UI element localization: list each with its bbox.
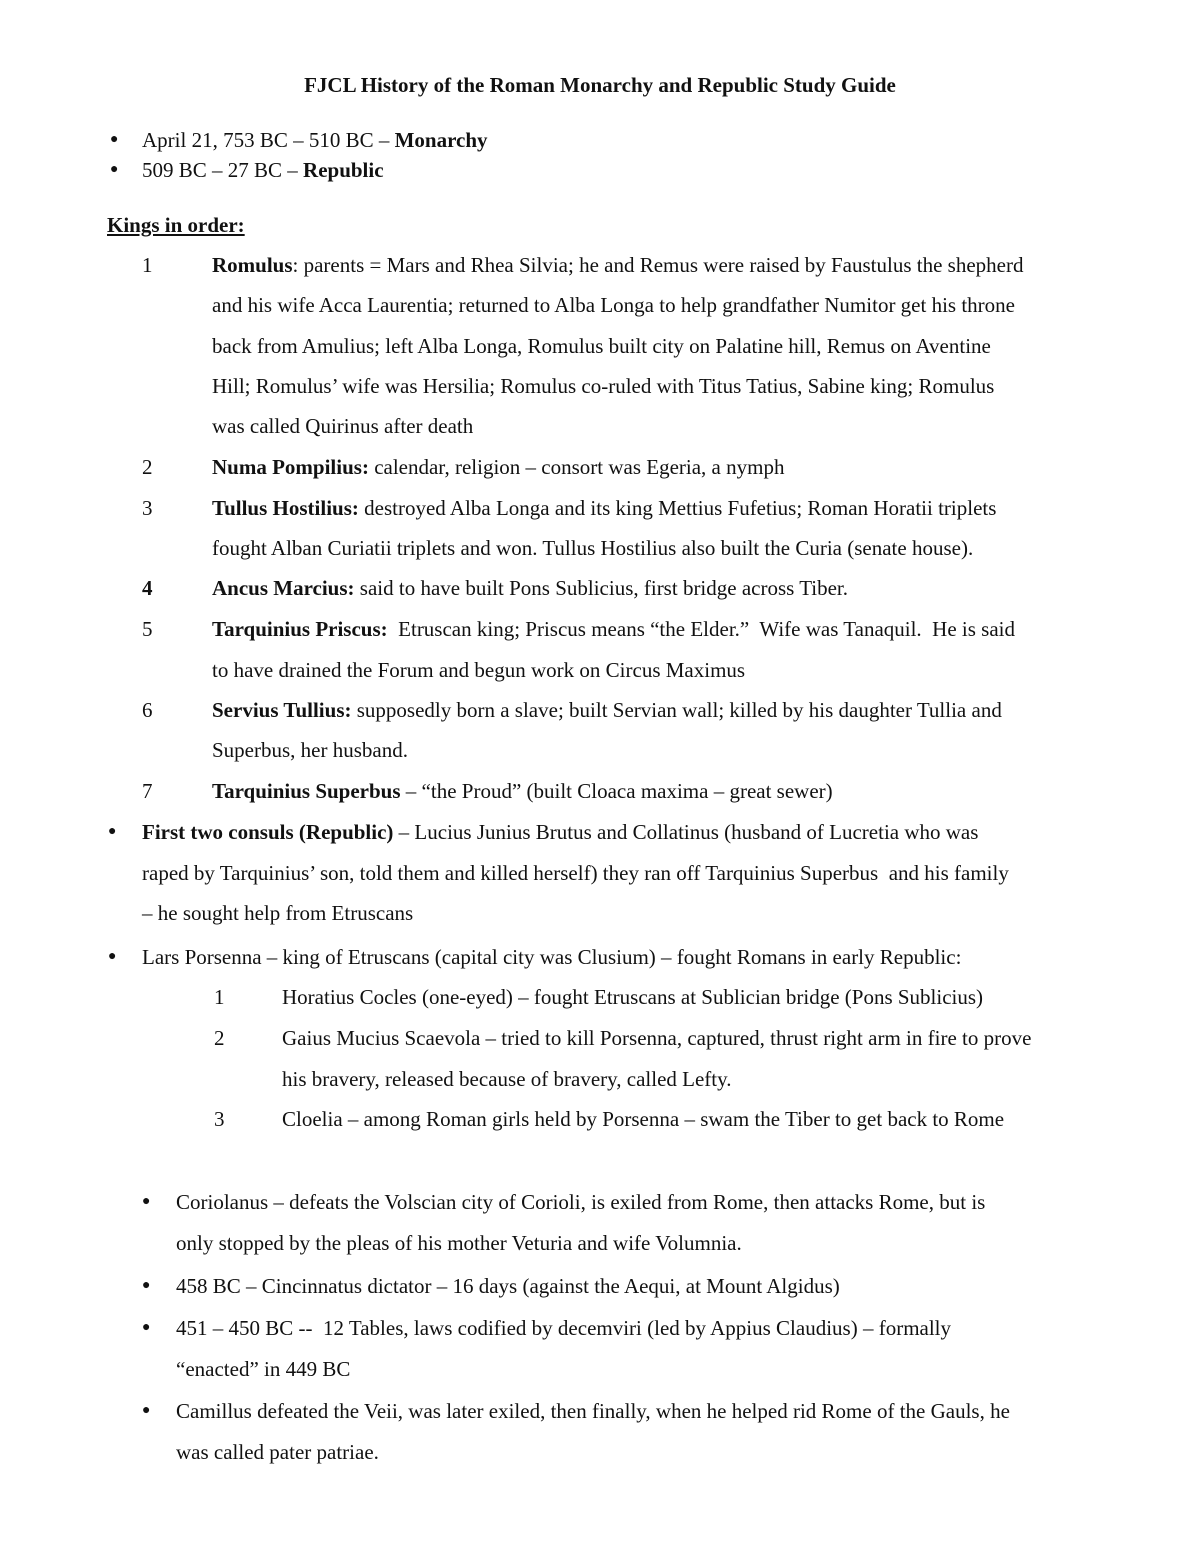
king-entry-line	[212, 494, 996, 522]
king-name: Tarquinius Superbus	[212, 779, 401, 803]
king-text: said to have built Pons Sublicius, first bridge across Tiber.	[354, 576, 849, 600]
later-item-line: was called pater patriae.	[176, 1440, 379, 1464]
king-entry-line	[212, 453, 784, 481]
later-item-line: 458 BC – Cincinnatus dictator – 16 days (against the Aequi, at Mount Algidus)	[176, 1274, 840, 1298]
king-entry-line	[212, 251, 1023, 279]
king-text: Etruscan king; Priscus means “the Elder.” Wife was Tanaquil. He is said	[387, 617, 1016, 641]
period-name: Monarchy	[394, 128, 488, 152]
king-number: 6	[142, 698, 153, 722]
king-text: destroyed Alba Longa and its king Mettius Fufetius; Roman Horatii triplets	[358, 496, 997, 520]
king-entry-line: back from Amulius; left Alba Longa, Romulus built city on Palatine hill, Remus on Aventine	[212, 334, 991, 358]
king-number: 1	[142, 253, 153, 277]
king-name: Romulus	[212, 253, 293, 277]
later-item-line: Camillus defeated the Veii, was later exiled, then finally, when he helped rid Rome of the Gauls, he	[176, 1399, 1010, 1423]
later-item-line: Coriolanus – defeats the Volscian city of Corioli, is exiled from Rome, then attacks Rome, but is	[176, 1190, 986, 1214]
bullet-icon: ●	[142, 1278, 151, 1293]
porsenna-item-line: Cloelia – among Roman girls held by Porsenna – swam the Tiber to get back to Rome	[282, 1107, 1005, 1131]
king-entry-line	[212, 777, 833, 805]
bullet-icon: ●	[108, 949, 117, 964]
king-text: supposedly born a slave; built Servian wall; killed by his daughter Tullia and	[351, 698, 1002, 722]
later-item-line: “enacted” in 449 BC	[176, 1357, 351, 1381]
kings-heading: Kings in order:	[107, 213, 245, 237]
period-monarchy	[142, 126, 488, 154]
king-number: 5	[142, 617, 153, 641]
period-name: Republic	[303, 158, 384, 182]
king-entry-line	[212, 615, 1015, 643]
bullet-icon: ●	[142, 1403, 151, 1418]
bullet-icon: ●	[142, 1194, 151, 1209]
king-name: Numa Pompilius:	[212, 455, 369, 479]
king-entry-line	[212, 574, 848, 602]
king-name: Tarquinius Priscus:	[212, 617, 388, 641]
porsenna-item-number: 3	[214, 1107, 225, 1131]
king-entry-line: Hill; Romulus’ wife was Hersilia; Romulus co-ruled with Titus Tatius, Sabine king; Romulus	[212, 374, 995, 398]
king-text: – “the Proud” (built Cloaca maxima – great sewer)	[400, 779, 833, 803]
bullet-icon: ●	[110, 132, 119, 147]
bullet-icon: ●	[142, 1320, 151, 1335]
king-name: Ancus Marcius:	[212, 576, 355, 600]
period-republic	[142, 156, 384, 184]
porsenna-item-number: 1	[214, 985, 225, 1009]
consuls-line	[142, 818, 978, 846]
bullet-icon: ●	[110, 162, 119, 177]
king-entry-line	[212, 696, 1002, 724]
king-number: 7	[142, 779, 153, 803]
king-entry-line: Superbus, her husband.	[212, 738, 408, 762]
king-text: : parents = Mars and Rhea Silvia; he and Remus were raised by Faustulus the shepherd	[292, 253, 1024, 277]
porsenna-item-number: 2	[214, 1026, 225, 1050]
king-text: calendar, religion – consort was Egeria, a nymph	[368, 455, 785, 479]
king-entry-line: was called Quirinus after death	[212, 414, 474, 438]
king-entry-line: fought Alban Curiatii triplets and won. Tullus Hostilius also built the Curia (senate house).	[212, 536, 974, 560]
porsenna-item-line: Horatius Cocles (one-eyed) – fought Etruscans at Sublician bridge (Pons Sublicius)	[282, 985, 984, 1009]
king-number: 2	[142, 455, 153, 479]
later-item-line: 451 – 450 BC -- 12 Tables, laws codified by decemviri (led by Appius Claudius) – formally	[176, 1316, 952, 1340]
king-number: 3	[142, 496, 153, 520]
porsenna-item-line: his bravery, released because of bravery, called Lefty.	[282, 1067, 732, 1091]
king-entry-line: to have drained the Forum and begun work on Circus Maximus	[212, 658, 746, 682]
porsenna-line: Lars Porsenna – king of Etruscans (capital city was Clusium) – fought Romans in early Republic:	[142, 945, 962, 969]
king-entry-line: and his wife Acca Laurentia; returned to Alba Longa to help grandfather Numitor get his throne	[212, 293, 1015, 317]
porsenna-item-line: Gaius Mucius Scaevola – tried to kill Porsenna, captured, thrust right arm in fire to prove	[282, 1026, 1032, 1050]
consuls-text: – Lucius Junius Brutus and Collatinus (husband of Lucretia who was	[393, 820, 979, 844]
document-title: FJCL History of the Roman Monarchy and Republic Study Guide	[304, 73, 896, 97]
king-number: 4	[142, 576, 153, 600]
consuls-line: – he sought help from Etruscans	[142, 901, 414, 925]
period-dates: April 21, 753 BC – 510 BC –	[142, 128, 395, 152]
bullet-icon: ●	[108, 824, 117, 839]
king-name: Tullus Hostilius:	[212, 496, 359, 520]
king-name: Servius Tullius:	[212, 698, 352, 722]
later-item-line: only stopped by the pleas of his mother Veturia and wife Volumnia.	[176, 1231, 742, 1255]
consuls-line: raped by Tarquinius’ son, told them and killed herself) they ran off Tarquinius Superbus and his family	[142, 861, 1009, 885]
period-dates: 509 BC – 27 BC –	[142, 158, 304, 182]
consuls-heading: First two consuls (Republic)	[142, 820, 394, 844]
